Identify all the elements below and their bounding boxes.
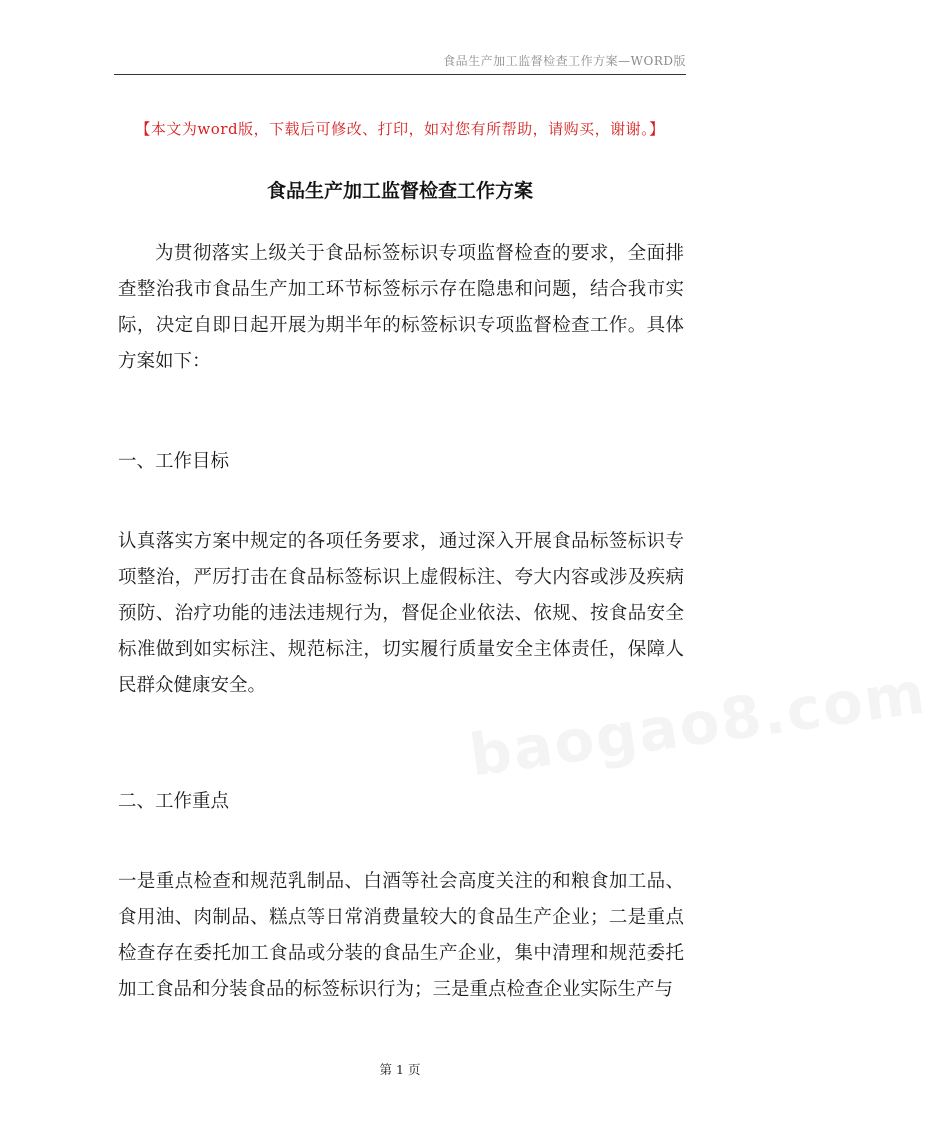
intro-paragraph: 为贯彻落实上级关于食品标签标识专项监督检查的要求，全面排查整治我市食品生产加工环节标签标示存在隐患和问题，结合我市实际，决定自即日起开展为期半年的标签标识专项监督检查工作。具体方案如下： bbox=[118, 243, 684, 372]
section-2-paragraph: 一是重点检查和规范乳制品、白酒等社会高度关注的和粮食加工品、食用油、肉制品、糕点等日常消费量较大的食品生产企业；二是重点检查存在委托加工食品或分装的食品生产企业，集中清理和规范委托加工食品和分装食品的标签标识行为；三是重点检查企业实际生产与 bbox=[118, 871, 684, 1000]
section-2-heading: 二、工作重点 bbox=[118, 791, 230, 812]
page-number: 第 1 页 bbox=[379, 1062, 421, 1077]
document-title: 食品生产加工监督检查工作方案 bbox=[266, 180, 533, 202]
section-1-heading: 一、工作目标 bbox=[118, 451, 230, 472]
header-divider bbox=[114, 74, 686, 75]
word-version-notice: 【本文为word版，下载后可修改、打印，如对您有所帮助，请购买，谢谢。】 bbox=[135, 120, 665, 138]
watermark: baogao8.com bbox=[465, 658, 931, 790]
section-1-paragraph: 认真落实方案中规定的各项任务要求，通过深入开展食品标签标识专项整治，严厉打击在食品标签标识上虚假标注、夸大内容或涉及疾病预防、治疗功能的违法违规行为，督促企业依法、依规、按食品安全标准做到如实标注、规范标注，切实履行质量安全主体责任，保障人民群众健康安全。 bbox=[118, 531, 684, 696]
running-header: 食品生产加工监督检查工作方案—WORD版 bbox=[443, 54, 686, 68]
